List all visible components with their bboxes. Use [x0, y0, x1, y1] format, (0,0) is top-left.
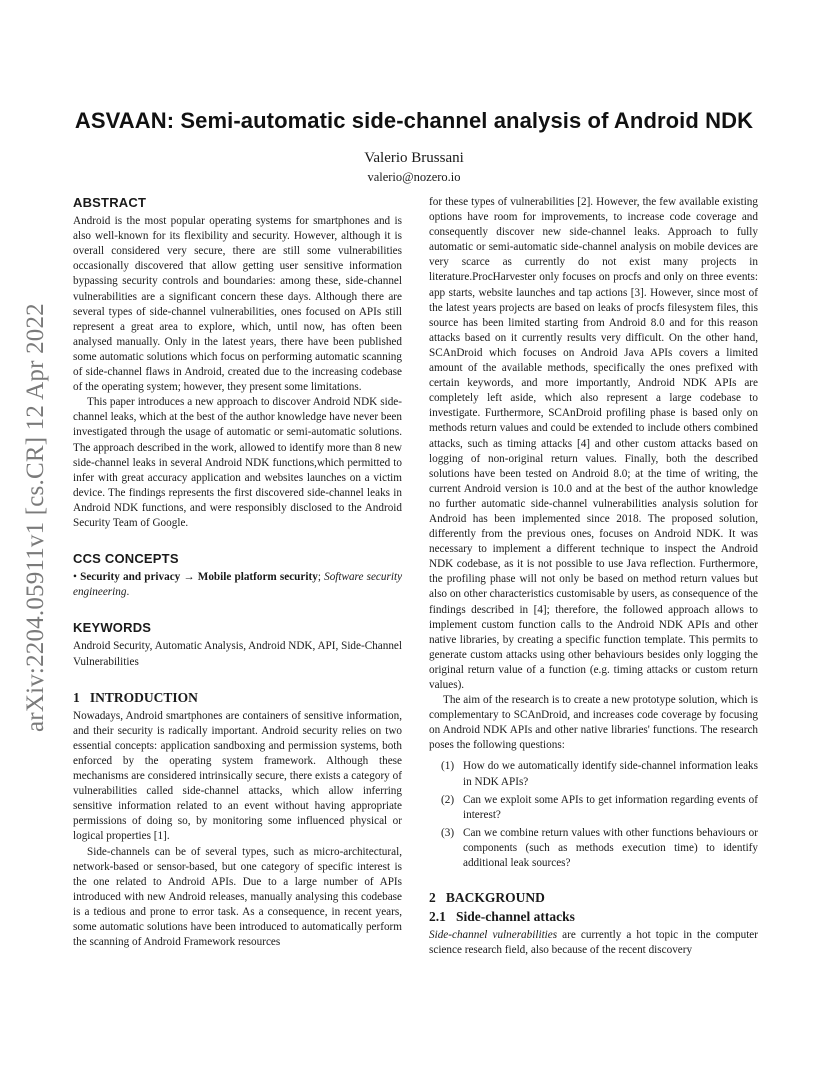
subsection-number: 2.1 [429, 909, 446, 925]
ccs-end: . [126, 586, 130, 599]
keywords-heading: KEYWORDS [73, 620, 152, 636]
research-question-text: Can we combine return values with other functions behaviours or components (such as methods execution time) to identify additional leak sources? [463, 826, 758, 870]
intro-heading [73, 690, 402, 705]
intro-title: INTRODUCTION [89, 689, 198, 705]
subsection-title: Side-channel attacks [456, 909, 575, 925]
abstract-heading: ABSTRACT [73, 195, 147, 210]
right-column [429, 195, 758, 959]
abstract-paragraph-1: Android is the most popular operating systems for smartphones and is also well-known for its flexibility and security. However, although it is overall considered very secure, there are still some vulnerabilities occasionally discovered that allow getting user sensitive information bypassing security controls and boundaries: among these, side-channel vulnerabilities are a significant concern these days. Although there are several types of side-channel vulnerabilities, ones focused on APIs still represent a great area to explore, which, until now, has often been analysed manually. Only in the latest years, there have been published some automatic solutions which focus on performing automatic scanning of side-channel flaws in Android, created due to the increasing codebase of the operating system; however, they present some limitations. [73, 215, 402, 394]
intro-number: 1 [73, 689, 80, 705]
background-text: are currently a hot topic in the computer science research field, also because of the recent discovery [429, 929, 758, 957]
intro-paragraph-1: Nowadays, Android smartphones are containers of sensitive information, and their security is radically important. Android security relies on two essential concepts: application sandboxing and permission systems, both enforced by the operating system framework. Although these mechanisms are considered intrinsically secure, there exists a category of vulnerabilities called side-channel attacks, which allow inferring sensitive information related to an event without having appropriate permissions of doing so, by monitoring some influenced physical or logical properties [1]. [73, 709, 402, 843]
ccs-heading: CCS CONCEPTS [73, 551, 179, 567]
research-question [429, 826, 758, 871]
keywords-text: Android Security, Automatic Analysis, Android NDK, API, Side-Channel Vulnerabilities [73, 640, 402, 668]
background-number: 2 [429, 890, 436, 906]
paper-title: ASVAAN: Semi-automatic side-channel analysis of Android NDK [74, 108, 754, 133]
ccs-separator: ; [317, 571, 321, 584]
intro-paragraph-2: Side-channels can be of several types, such as micro-architectural, network-based or sensor-based, but one category of specific interest is the one related to Android APIs. Due to a large number of APIs introduced with new Android releases, manually analysing this codebase is a tedious and prone to error task. As a consequence, in recent years, some automatic solutions have been introduced to automatically perform the scanning of Android Framework resources [73, 845, 402, 949]
background-title: BACKGROUND [445, 890, 545, 906]
left-column [73, 195, 402, 950]
background-paragraph [429, 928, 758, 958]
ccs-concept-primary: Security and privacy → Mobile platform security [80, 571, 318, 584]
research-question [429, 759, 758, 789]
ccs-concept-secondary: Software security engineering [73, 571, 403, 599]
research-question-number: (2) [441, 793, 455, 806]
research-questions-list [429, 759, 758, 871]
research-question-number: (3) [441, 826, 455, 839]
intro-paragraph-4: The aim of the research is to create a new prototype solution, which is complementary to SCAnDroid, and increases code coverage by focusing on Android NDK APIs and other native libraries' functions. The research poses the following questions: [429, 694, 758, 752]
intro-paragraph-3: for these types of vulnerabilities [2]. However, the few available existing options have room for improvements, to increase code coverage and consequently discover new side-channel leaks. Approach to fully automatic or semi-automatic side-channel analysis on mobile devices are very scarce as currently do not exist many projects in literature.ProcHarvester only focuses on procfs and only on three events: app starts, website launches and tap actions [3]. However, since most of the latest years projects are based on leaks of procfs filesystem files, this source has been limited starting from Android 8.0 and for this reason attacks based on it currently results very difficult. On the other hand, SCAnDroid which focuses on Android Java APIs covers a limited amount of the available methods, specifically the ones prefixed with certain keywords, and more importantly, Android NDK APIs are completely left aside, which also represent a large codebase to investigate. Furthermore, SCAnDroid profiling phase is based only on methods return values and could be extended to include others combined attacks, such as timing attacks [4] and other custom attacks based on logging of non-original return values. Finally, both the described solutions have been tested on Android 8.0; at the time of writing, the current Android version is 10.0 and at the best of the author knowledge no further automatic side-channel vulnerabilities analysis solution for Android has been implemented since 2018. The proposed solution, differently from the previous ones, focuses on Android NDK. It was necessary to implement a different technique to inspect the Android NDK codebase, as it is not possible to use Java reflection. Furthermore, the profiling phase will not only be based on method return values but also on other characteristics customisable by users, as consequence of the findings described in [4]; therefore, the followed approach allows to implement custom function calls to the Android NDK APIs and other native libraries, by creating a specific function template. This permits to generate custom attacks using other behaviours besides only logging the original return value of a function (e.g. timing attacks or custom return values). [429, 196, 758, 691]
background-lead-term: Side-channel vulnerabilities [429, 929, 558, 942]
research-question [429, 793, 758, 823]
author-name: Valerio Brussani [364, 150, 464, 166]
research-question-text: How do we automatically identify side-channel information leaks in NDK APIs? [463, 760, 758, 788]
author-email: valerio@nozero.io [367, 170, 461, 184]
ccs-bullet: • [73, 571, 77, 584]
arxiv-side-identifier: arXiv:2204.05911v1 [cs.CR] 12 Apr 2022 [22, 303, 49, 732]
subsection-heading [429, 909, 758, 924]
research-question-text: Can we exploit some APIs to get information regarding events of interest? [463, 793, 758, 821]
background-heading [429, 890, 758, 905]
ccs-concepts [73, 570, 402, 600]
research-question-number: (1) [441, 760, 455, 773]
abstract-paragraph-2: This paper introduces a new approach to discover Android NDK side-channel leaks, which at the best of the author knowledge have never been investigated through the usage of automatic or semi-automatic solutions. The approach described in the work, allowed to identify more than 8 new side-channel leaks in several Android NDK functions,which permitted to infer with great accuracy application and websites launches on a victim device. The findings represents the first discovered side-channel leaks in Android NDK functions, and were responsibly disclosed to the Android Security Team of Google. [73, 396, 402, 529]
